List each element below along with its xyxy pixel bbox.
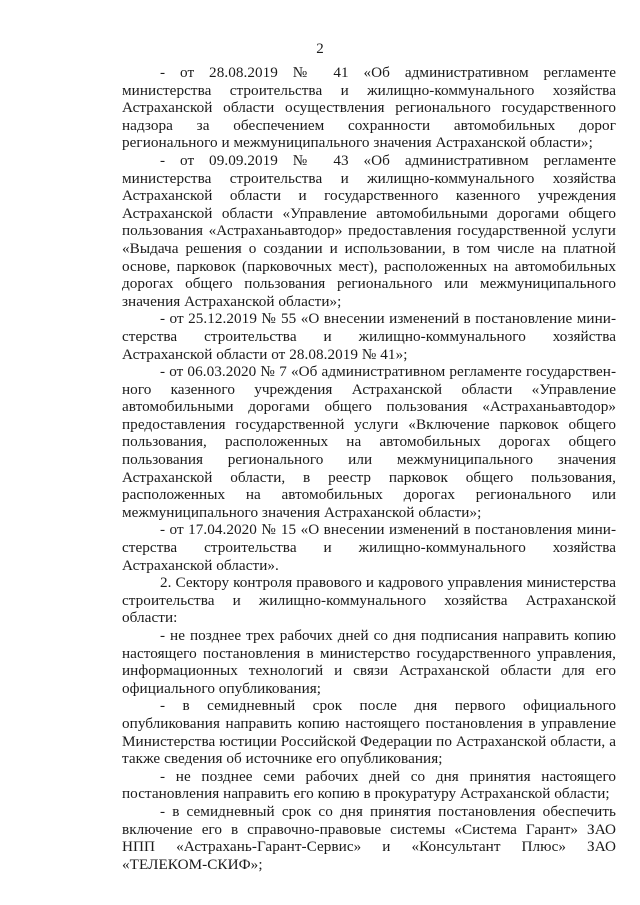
list-item-legal-systems: - в семидневный срок со дня принятия постановления обеспечить включение его в справочно-правовые системы «Система Гарант» ЗАО НПП «Астрахань-Гарант-Сервис» и «Консультант Плюс» ЗАО «ТЕЛЕКОМ-СКИФ»; [122, 802, 616, 873]
list-item-regulation-7: - от 06.03.2020 № 7 «Об административном регламенте государственного казенного учреждения Астраханской области «Управление автомобильными дорогами общего пользования «Астраханьавтодор» предоставления государственной услуги «Включение парковок общего пользования, расположенных на автомобильных дорогах общего пользования регионального или межмуниципального значения Астраханской области, в реестр парковок общего пользования, расположенных на автомобильных дорогах регионального или межмуниципального значения Астраханской области»; [122, 363, 616, 521]
list-item-regulation-43: - от 09.09.2019 № 43 «Об административном регламенте министерства строительства и жилищно-коммунального хозяйства Астраханской области и государственного казенного учреждения Астраханской области «Управление автомобильными дорогами общего пользования «Астраханьавтодор» предоставления государственной услуги «Выдача решения о создании и использовании, в том числе на платной основе, парковок (парковочных мест), расположенных на автомобильных дорогах общего пользования регионального или межмуниципального значения Астраханской области»; [122, 151, 616, 310]
list-item-amendment-55: - от 25.12.2019 № 55 «О внесении изменений в постановление министерства строительства и жилищно-коммунального хозяйства Астраханской области от 28.08.2019 № 41»; [122, 310, 616, 363]
page-number: 2 [316, 41, 324, 57]
list-item-justice-ministry-copy: - в семидневный срок после дня первого официального опубликования направить копию настоящего постановления в управление Министерства юстиции Российской Федерации по Астраханской области, а также сведения об источнике его опубликования; [122, 697, 616, 768]
list-item-prosecutor-copy: - не позднее семи рабочих дней со дня принятия настоящего постановления направить его копию в прокуратуру Астраханской области; [122, 767, 616, 803]
document-body [122, 64, 616, 873]
clause-2-heading: 2. Сектору контроля правового и кадрового управления министерства строительства и жилищно-коммунального хозяйства Астраханской области: [122, 574, 616, 627]
list-item-amendment-15: - от 17.04.2020 № 15 «О внесении изменений в постановления министерства строительства и жилищно-коммунального хозяйства Астраханской области». [122, 521, 616, 574]
list-item-regulation-41: - от 28.08.2019 № 41 «Об административном регламенте министерства строительства и жилищно-коммунального хозяйства Астраханской области осуществления регионального государственного надзора за обеспечением сохранности автомобильных дорог регионального и межмуниципального значения Астраханской области»; [122, 64, 616, 152]
list-item-publication-copy: - не позднее трех рабочих дней со дня подписания направить копию настоящего постановления в министерство государственного управления, информационных технологий и связи Астраханской области для его официального опубликования; [122, 627, 616, 697]
